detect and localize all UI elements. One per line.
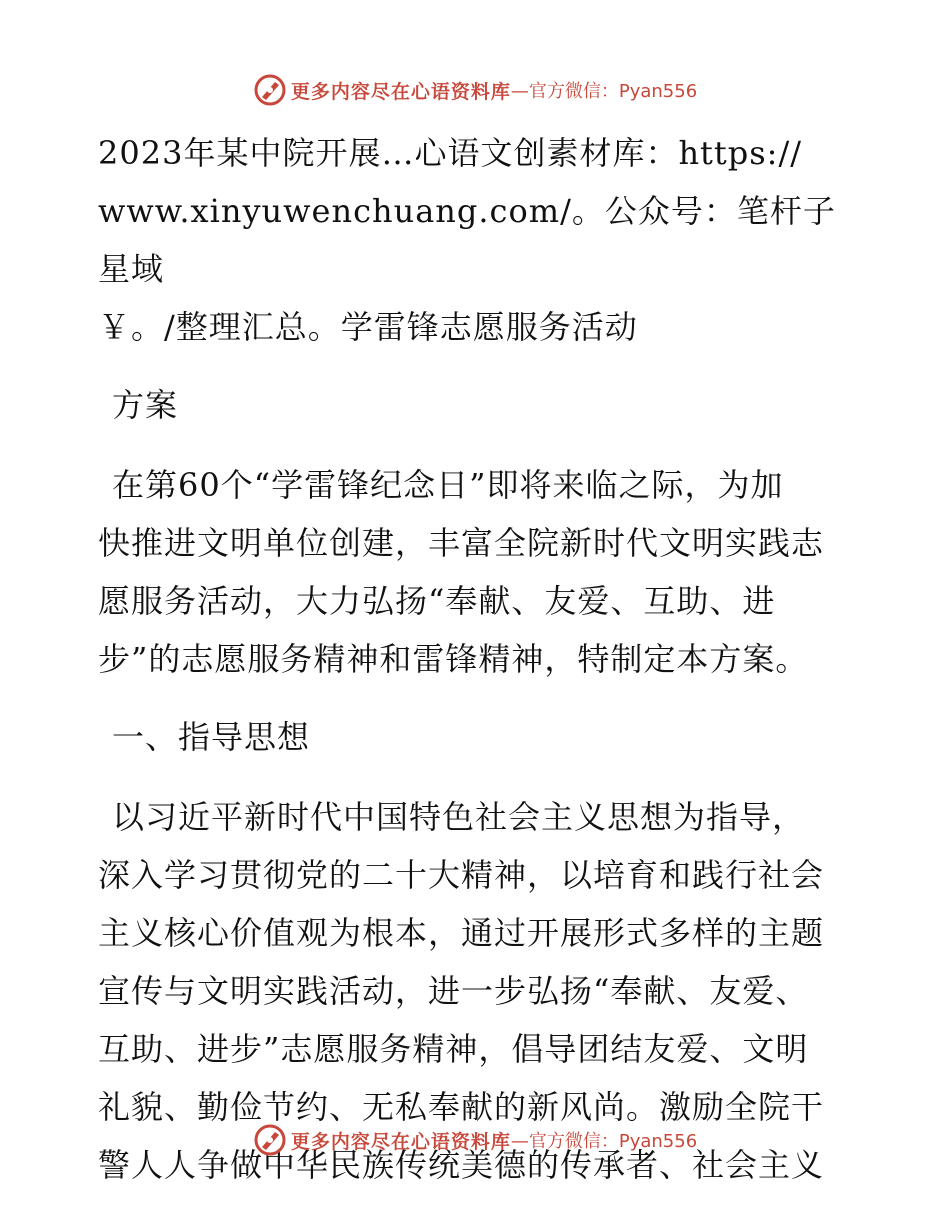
title-line: 2023年某中院开展…心语文创素材库：https:// (98, 134, 803, 172)
brand-logo-icon (253, 73, 287, 107)
title-line: www.xinyuwenchuang.com/。公众号：笔杆子星域 (98, 192, 836, 288)
section-heading: 一、指导思想 (112, 718, 311, 756)
brand-logo-icon (253, 1123, 287, 1157)
watermark-contact-text: —官方微信：Pyan556 (510, 81, 698, 102)
paragraph-line: 快推进文明单位创建，丰富全院新时代文明实践志 (98, 524, 825, 562)
footer-watermark (0, 1120, 950, 1160)
paragraph-line: 互助、进步”志愿服务精神，倡导团结友爱、文明 (98, 1030, 809, 1068)
paragraph-line: 愿服务活动，大力弘扬“奉献、友爱、互助、进 (98, 582, 776, 620)
watermark-main-text: 更多内容尽在心语资料库 (290, 1130, 511, 1153)
paragraph-line: 宣传与文明实践活动，进一步弘扬“奉献、友爱、 (98, 972, 809, 1010)
document-body (98, 124, 858, 1194)
document-subtitle: 方案 (112, 386, 179, 424)
title-line: ￥。/整理汇总。学雷锋志愿服务活动 (98, 308, 638, 346)
paragraph-line: 步”的志愿服务精神和雷锋精神，特制定本方案。 (98, 640, 809, 678)
watermark-contact-text: —官方微信：Pyan556 (510, 1131, 698, 1152)
paragraph-line: 警人人争做中华民族传统美德的传承者、社会主义 (98, 1146, 825, 1184)
paragraph-line: 深入学习贯彻党的二十大精神，以培育和践行社会 (98, 856, 825, 894)
paragraph-line: 礼貌、勤俭节约、无私奉献的新风尚。激励全院干 (98, 1088, 825, 1126)
watermark-main-text: 更多内容尽在心语资料库 (290, 80, 511, 103)
header-watermark (0, 70, 950, 110)
paragraph-line: 主义核心价值观为根本，通过开展形式多样的主题 (98, 914, 825, 952)
paragraph-line: 以习近平新时代中国特色社会主义思想为指导， (112, 798, 806, 836)
paragraph-line: 在第60个“学雷锋纪念日”即将来临之际，为加 (112, 466, 784, 504)
